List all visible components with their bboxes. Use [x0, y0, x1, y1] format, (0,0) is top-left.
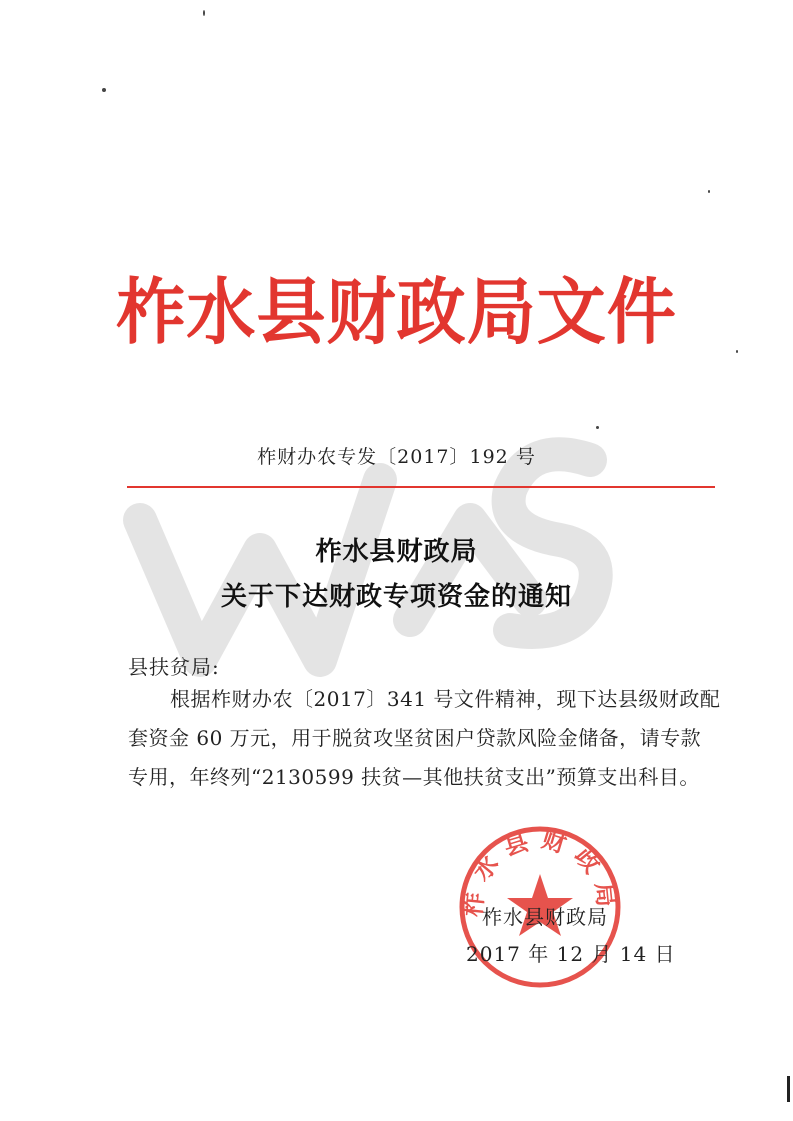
recipient: 县扶贫局: [128, 655, 220, 679]
header-divider [127, 486, 715, 488]
document-header-title: 柞水县财政局文件 [116, 270, 677, 354]
scan-speck [736, 350, 738, 353]
seal-text: 柞水县财政局 [458, 824, 622, 918]
body-line: 专用，年终列“2130599 扶贫—其他扶贫支出”预算支出科目。 [128, 765, 700, 789]
scan-speck [708, 190, 710, 193]
scan-speck [203, 10, 205, 16]
notice-title-line1: 柞水县财政局 [315, 537, 478, 567]
scan-speck [102, 88, 106, 92]
scan-edge-mark [787, 1076, 790, 1102]
body-line: 根据柞财办农〔2017〕341 号文件精神，现下达县级财政配 [170, 687, 721, 711]
body-paragraph [128, 680, 721, 797]
body-line: 套资金 60 万元，用于脱贫攻坚贫困户贷款风险金储备，请专款 [128, 726, 702, 750]
document-number: 柞财办农专发〔2017〕192 号 [257, 446, 536, 468]
notice-title-line2: 关于下达财政专项资金的通知 [220, 582, 572, 612]
issue-date: 2017 年 12 月 14 日 [466, 942, 676, 966]
signature: 柞水县财政局 [482, 905, 608, 929]
scan-speck [596, 426, 599, 429]
